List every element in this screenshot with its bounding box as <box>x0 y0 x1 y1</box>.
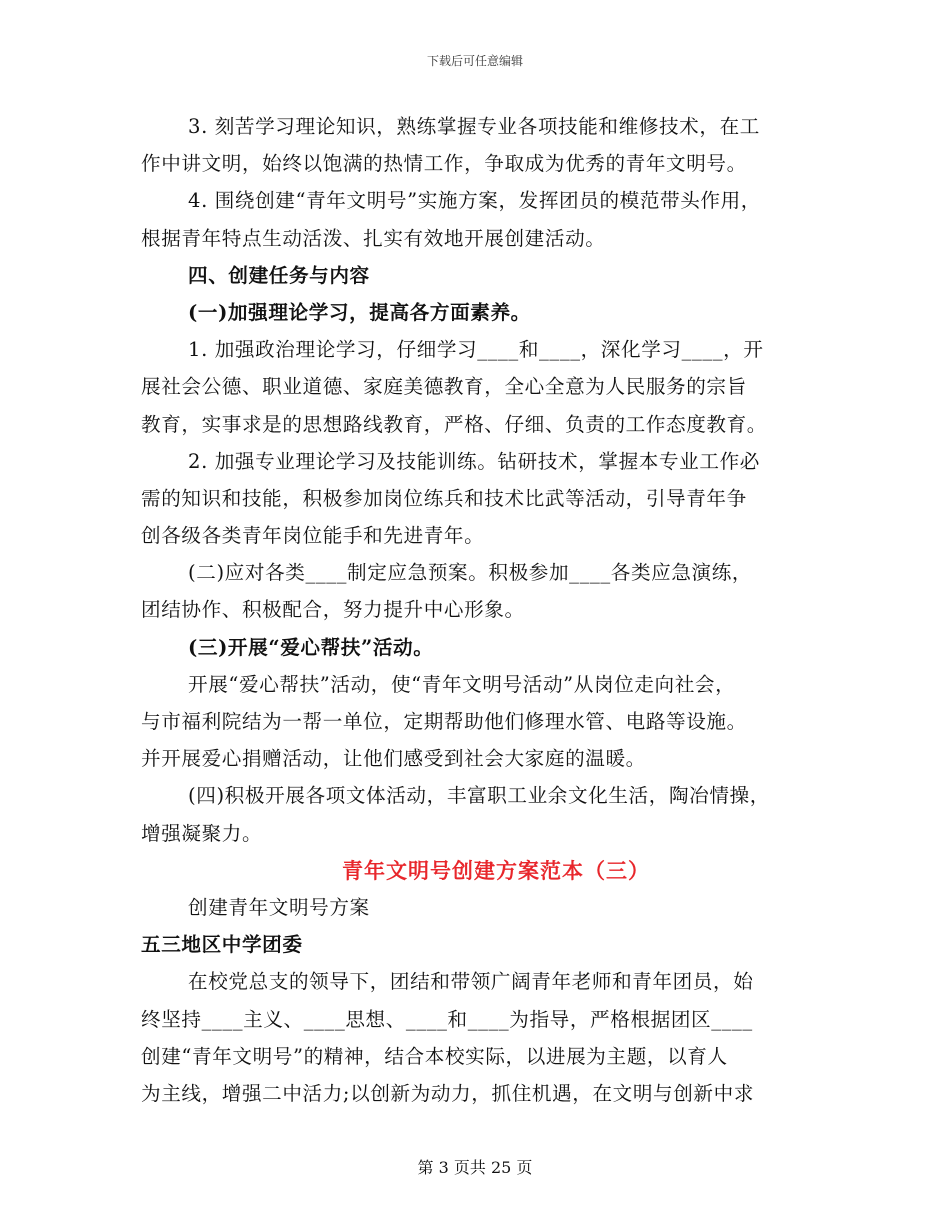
paragraph-line: (四)积极开展各项文体活动，丰富职工业余文化生活，陶冶情操， <box>188 784 770 808</box>
paragraph-line: 为主线，增强二中活力;以创新为动力，抓住机遇，在文明与创新中求 <box>141 1081 755 1105</box>
section-heading: 四、创建任务与内容 <box>188 263 370 287</box>
page-footer: 第 3 页共 25 页 <box>417 1158 533 1177</box>
paragraph-line: 增强凝聚力。 <box>141 821 263 845</box>
document-body <box>141 108 811 1112</box>
paragraph-line: 与市福利院结为一帮一单位，定期帮助他们修理水管、电路等设施。 <box>141 710 747 733</box>
paragraph-line: 开展“爱心帮扶”活动，使“青年文明号活动”从岗位走向社会， <box>188 672 736 696</box>
paragraph-line: 教育，实事求是的思想路线教育，严格、仔细、负责的工作态度教育。 <box>141 412 768 436</box>
paragraph-line: 在校党总支的领导下，团结和带领广阔青年老师和青年团员，始 <box>188 970 754 994</box>
paragraph-line: 创各级各类青年岗位能手和先进青年。 <box>141 524 485 548</box>
organization-name: 五三地区中学团委 <box>141 933 303 957</box>
paragraph-line: 需的知识和技能，积极参加岗位练兵和技术比武等活动，引导青年争 <box>141 486 747 510</box>
paragraph-line: 2. 加强专业理论学习及技能训练。钻研技术，掌握本专业工作必 <box>188 449 760 473</box>
paragraph-line: 4. 围绕创建“青年文明号”实施方案，发挥团员的模范带头作用， <box>188 189 761 213</box>
paragraph-line: 作中讲文明，始终以饱满的热情工作，争取成为优秀的青年文明号。 <box>141 152 747 176</box>
paragraph-line: 1. 加强政治理论学习，仔细学习____和____，深化学习____，开 <box>188 338 764 362</box>
subsection-heading: (三)开展“爱心帮扶”活动。 <box>188 635 434 659</box>
subsection-heading: (一)加强理论学习，提高各方面素养。 <box>188 300 531 324</box>
paragraph-line: (二)应对各类____制定应急预案。积极参加____各类应急演练， <box>188 561 753 585</box>
page-header: 下载后可任意编辑 <box>426 54 523 68</box>
paragraph-line: 终坚持____主义、____思想、____和____为指导，严格根据团区____ <box>141 1007 753 1031</box>
paragraph-line: 创建“青年文明号”的精神，结合本校实际，以进展为主题，以育人 <box>141 1044 728 1068</box>
paragraph-line: 团结协作、积极配合，努力提升中心形象。 <box>141 598 525 622</box>
paragraph-line: 创建青年文明号方案 <box>188 895 370 919</box>
paragraph-line: 并开展爱心捐赠活动，让他们感受到社会大家庭的温暖。 <box>141 747 646 771</box>
document-title: 青年文明号创建方案范本（三） <box>342 857 650 883</box>
paragraph-line: 展社会公德、职业道德、家庭美德教育，全心全意为人民服务的宗旨 <box>141 375 747 399</box>
paragraph-line: 3. 刻苦学习理论知识，熟练掌握专业各项技能和维修技术，在工 <box>188 115 760 138</box>
paragraph-line: 根据青年特点生动活泼、扎实有效地开展创建活动。 <box>141 226 606 250</box>
